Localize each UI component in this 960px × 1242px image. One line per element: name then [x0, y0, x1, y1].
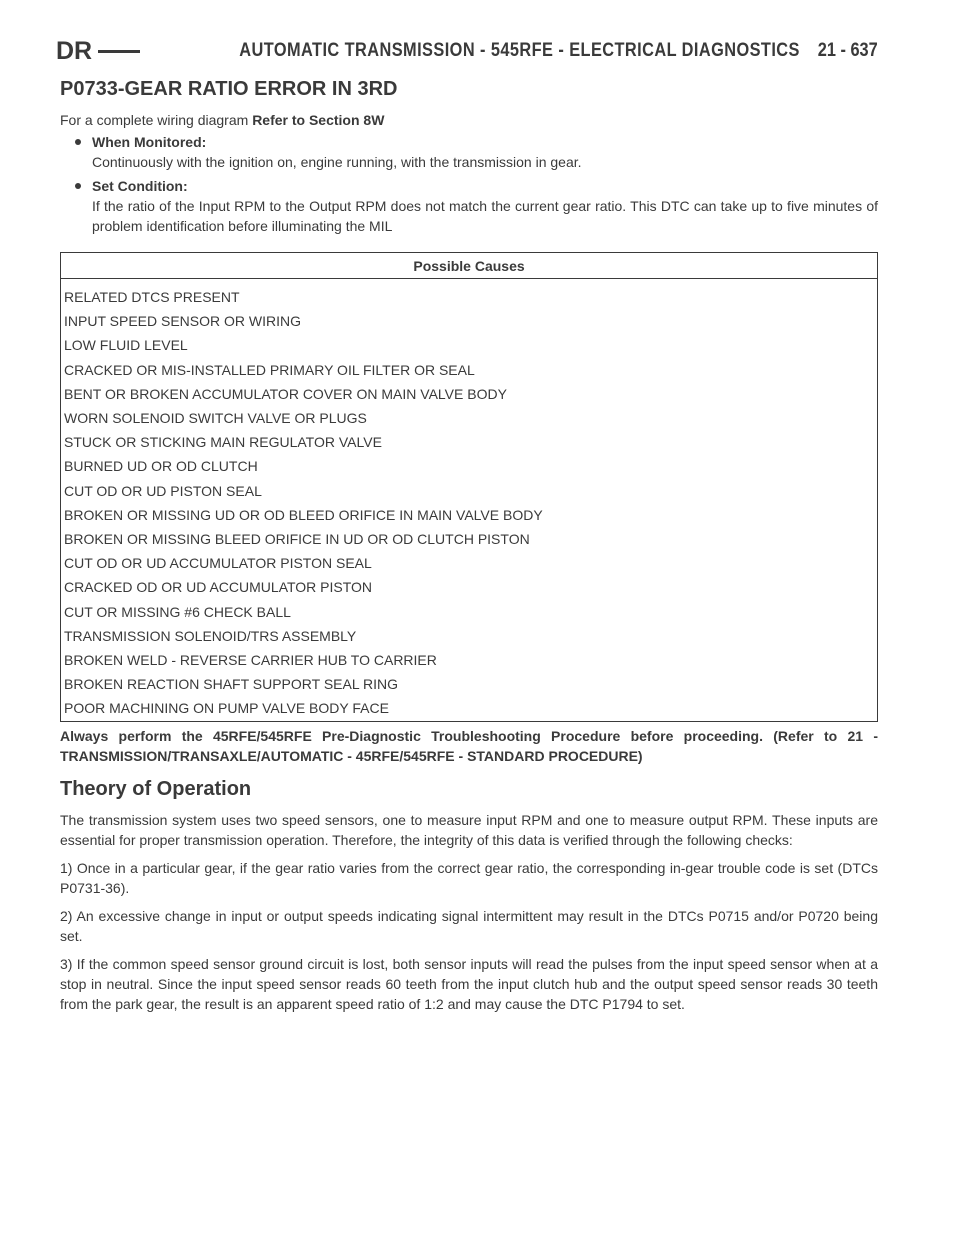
- wiring-link[interactable]: Refer to Section 8W: [252, 112, 385, 128]
- table-row: [61, 406, 878, 430]
- theory-paragraph: 2) An excessive change in input or output speeds indicating signal intermittent may result in the DTCs P0715 and/or P0720 being set.: [60, 907, 878, 944]
- table-row: [61, 333, 878, 357]
- cause-cell: STUCK OR STICKING MAIN REGULATOR VALVE: [64, 434, 382, 451]
- cause-cell: BURNED UD OR OD CLUTCH: [64, 458, 258, 475]
- cause-cell: BROKEN OR MISSING UD OR OD BLEED ORIFICE IN MAIN VALVE BODY: [64, 506, 543, 523]
- cause-cell: INPUT SPEED SENSOR OR WIRING: [64, 313, 301, 330]
- table-row: [61, 309, 878, 333]
- procedure-note: Always perform the 45RFE/545RFE Pre-Diagnostic Troubleshooting Procedure before proceeding. (Refer to 21 - TRANSMISSION/TRANSAXLE/AUTOMATIC - 45RFE/545RFE - STANDARD PROCEDURE): [60, 727, 878, 764]
- list-item: [92, 176, 878, 236]
- table-row: [61, 575, 878, 599]
- table-row: [61, 648, 878, 672]
- theory-paragraph: 3) If the common speed sensor ground circuit is lost, both sensor inputs will read the pulses from the input speed sensor when at a stop in neutral. Since the input speed sensor reads 60 teeth from the input clutch hub and the output speed sensor reads 30 teeth from the park gear, the result is an apparent speed ratio of 1:2 and may cause the DTC P1794 to set.: [60, 955, 878, 1012]
- monitor-conditions: [60, 132, 878, 236]
- page-header: [56, 38, 878, 64]
- table-row: [61, 279, 878, 310]
- cause-cell: CRACKED OD OR UD ACCUMULATOR PISTON: [64, 579, 373, 596]
- cause-cell: POOR MACHINING ON PUMP VALVE BODY FACE: [64, 700, 389, 717]
- table-row: [61, 430, 878, 454]
- table-row: [61, 672, 878, 696]
- theory-title: Theory of Operation: [60, 777, 252, 800]
- bullet-text: If the ratio of the Input RPM to the Output RPM does not match the current gear ratio. This DTC can take up to five minutes of problem identification before illuminating the MIL: [92, 198, 878, 234]
- cause-cell: RELATED DTCS PRESENT: [64, 289, 240, 305]
- table-row: [61, 696, 878, 721]
- table-row: [61, 382, 878, 406]
- cause-cell: BENT OR BROKEN ACCUMULATOR COVER ON MAIN VALVE BODY: [64, 385, 507, 402]
- header-page-number: 21 - 637: [818, 40, 878, 61]
- cause-cell: CUT OD OR UD ACCUMULATOR PISTON SEAL: [64, 555, 372, 572]
- page-content: [60, 78, 878, 1022]
- wiring-reference: [60, 110, 878, 130]
- header-model: DR: [56, 36, 93, 65]
- cause-cell: CUT OR MISSING #6 CHECK BALL: [64, 603, 291, 620]
- cause-cell: CUT OD OR UD PISTON SEAL: [64, 482, 262, 499]
- bullet-icon: [75, 183, 81, 189]
- bullet-label: Set Condition:: [92, 178, 188, 194]
- bullet-icon: [75, 139, 81, 145]
- cause-cell: CRACKED OR MIS-INSTALLED PRIMARY OIL FILTER OR SEAL: [64, 361, 475, 378]
- table-row: [61, 624, 878, 648]
- cause-cell: BROKEN WELD - REVERSE CARRIER HUB TO CARRIER: [64, 652, 437, 669]
- cause-cell: BROKEN OR MISSING BLEED ORIFICE IN UD OR OD CLUTCH PISTON: [64, 531, 530, 548]
- possible-causes-table: [60, 252, 878, 722]
- table-row: [61, 551, 878, 575]
- bullet-label: When Monitored:: [92, 134, 207, 150]
- cause-cell: TRANSMISSION SOLENOID/TRS ASSEMBLY: [64, 627, 357, 644]
- header-rule: [98, 50, 140, 53]
- cause-cell: LOW FLUID LEVEL: [64, 337, 188, 354]
- list-item: [92, 132, 878, 172]
- bullet-text: Continuously with the ignition on, engine running, with the transmission in gear.: [92, 154, 582, 170]
- table-row: [61, 454, 878, 478]
- table-row: [61, 358, 878, 382]
- theory-paragraph: 1) Once in a particular gear, if the gear ratio varies from the correct gear ratio, the corresponding in-gear trouble code is set (DTCs P0731-36).: [60, 859, 878, 896]
- table-row: [61, 600, 878, 624]
- theory-paragraph: The transmission system uses two speed sensors, one to measure input RPM and one to measure output RPM. These inputs are essential for proper transmission operation. Therefore, the integrity of this data is verified through the following checks:: [60, 811, 878, 848]
- table-header: Possible Causes: [61, 253, 878, 279]
- cause-cell: WORN SOLENOID SWITCH VALVE OR PLUGS: [64, 410, 367, 427]
- wiring-text: For a complete wiring diagram: [60, 112, 249, 128]
- header-title: AUTOMATIC TRANSMISSION - 545RFE - ELECTRICAL DIAGNOSTICS: [239, 40, 801, 61]
- table-row: [61, 503, 878, 527]
- table-row: [61, 479, 878, 503]
- table-row: [61, 527, 878, 551]
- section-title: P0733-GEAR RATIO ERROR IN 3RD: [60, 78, 398, 100]
- cause-cell: BROKEN REACTION SHAFT SUPPORT SEAL RING: [64, 676, 398, 693]
